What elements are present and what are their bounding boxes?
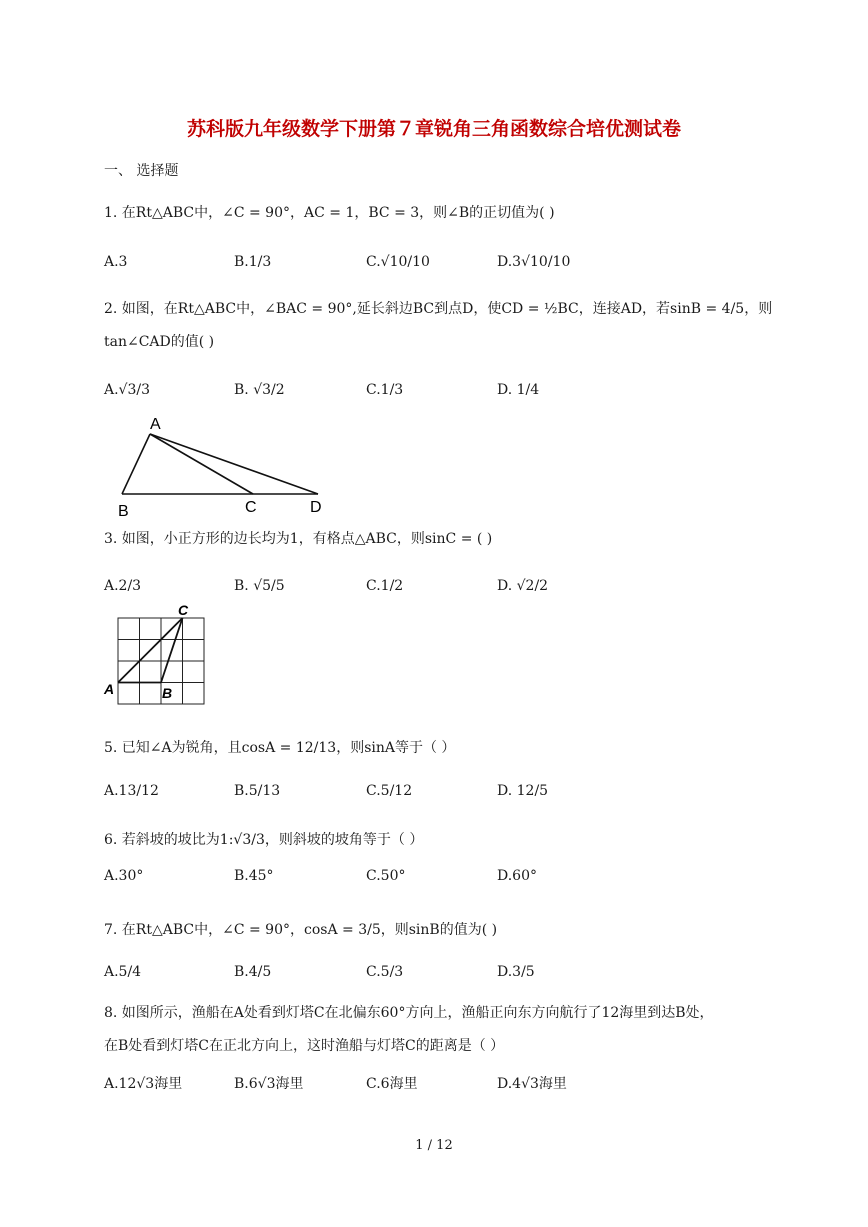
figure-label-a: A bbox=[104, 681, 115, 697]
question-2-stem-cont: tan∠CAD的值( ) bbox=[104, 334, 215, 350]
question-3-stem: 3. 如图，小正方形的边长均为1，有格点△ABC，则sinC = ( ) bbox=[104, 531, 493, 547]
figure-label-b: B bbox=[118, 503, 129, 520]
question-7-stem: 7. 在Rt△ABC中，∠C = 90°，cosA = 3/5，则sinB的值为( ) bbox=[104, 922, 498, 938]
question-5-option-a: A.13/12 bbox=[104, 783, 159, 799]
question-3-grid-figure bbox=[100, 602, 212, 706]
question-5-option-d: D. 12/5 bbox=[497, 783, 549, 799]
question-8-option-a: A.12√3海里 bbox=[104, 1076, 183, 1092]
figure-label-b: B bbox=[162, 685, 173, 701]
question-6-option-b: B.45° bbox=[234, 868, 274, 884]
question-7-option-a: A.5/4 bbox=[104, 964, 142, 980]
question-7-option-c: C.5/3 bbox=[366, 964, 404, 980]
question-6-option-c: C.50° bbox=[366, 868, 406, 884]
question-2-option-c: C.1/3 bbox=[366, 382, 404, 398]
question-8-option-d: D.4√3海里 bbox=[497, 1076, 567, 1092]
question-3-option-b: B. √5/5 bbox=[234, 578, 285, 594]
question-8-stem-cont: 在B处看到灯塔C在正北方向上，这时渔船与灯塔C的距离是（ ） bbox=[104, 1038, 505, 1054]
question-2-option-b: B. √3/2 bbox=[234, 382, 285, 398]
question-3-option-a: A.2/3 bbox=[104, 578, 142, 594]
grid-lines bbox=[118, 618, 204, 704]
question-2-triangle-figure bbox=[110, 412, 340, 520]
question-7-option-b: B.4/5 bbox=[234, 964, 272, 980]
question-1-option-d: D.3√10/10 bbox=[497, 254, 571, 270]
question-3-option-c: C.1/2 bbox=[366, 578, 404, 594]
question-1-option-b: B.1/3 bbox=[234, 254, 272, 270]
page-number: 1 / 12 bbox=[415, 1138, 453, 1153]
figure-label-c: C bbox=[178, 602, 189, 618]
figure-label-d: D bbox=[310, 499, 322, 516]
question-8-option-b: B.6√3海里 bbox=[234, 1076, 304, 1092]
question-1-option-c: C.√10/10 bbox=[366, 254, 430, 270]
figure-label-a: A bbox=[150, 416, 161, 433]
segment-ab bbox=[122, 434, 150, 494]
question-5-stem: 5. 已知∠A为锐角，且cosA = 12/13，则sinA等于（ ） bbox=[104, 740, 456, 756]
figure-label-c: C bbox=[245, 499, 257, 516]
question-2-option-a: A.√3/3 bbox=[104, 382, 151, 398]
question-3-option-d: D. √2/2 bbox=[497, 578, 549, 594]
document-title: 苏科版九年级数学下册第７章锐角三角函数综合培优测试卷 bbox=[186, 118, 681, 140]
segment-ac bbox=[118, 618, 183, 683]
question-1-option-a: A.3 bbox=[104, 254, 128, 270]
question-7-option-d: D.3/5 bbox=[497, 964, 535, 980]
question-6-option-a: A.30° bbox=[104, 868, 144, 884]
section-heading: 一、 选择题 bbox=[104, 163, 179, 179]
question-2-option-d: D. 1/4 bbox=[497, 382, 540, 398]
question-5-option-b: B.5/13 bbox=[234, 783, 281, 799]
question-6-stem: 6. 若斜坡的坡比为1:√3/3，则斜坡的坡角等于（ ） bbox=[104, 832, 424, 848]
segment-ac bbox=[150, 434, 253, 494]
question-8-option-c: C.6海里 bbox=[366, 1076, 418, 1092]
question-1-stem: 1. 在Rt△ABC中，∠C = 90°，AC = 1，BC = 3，则∠B的正切值为( ) bbox=[104, 205, 555, 221]
segment-ad bbox=[150, 434, 318, 494]
question-2-stem: 2. 如图，在Rt△ABC中，∠BAC = 90°,延长斜边BC到点D，使CD = ½BC，连接AD，若sinB = 4/5，则 bbox=[104, 301, 773, 317]
question-5-option-c: C.5/12 bbox=[366, 783, 413, 799]
question-8-stem: 8. 如图所示，渔船在A处看到灯塔C在北偏东60°方向上，渔船正向东方向航行了12海里到达B处， bbox=[104, 1005, 714, 1021]
question-6-option-d: D.60° bbox=[497, 868, 537, 884]
